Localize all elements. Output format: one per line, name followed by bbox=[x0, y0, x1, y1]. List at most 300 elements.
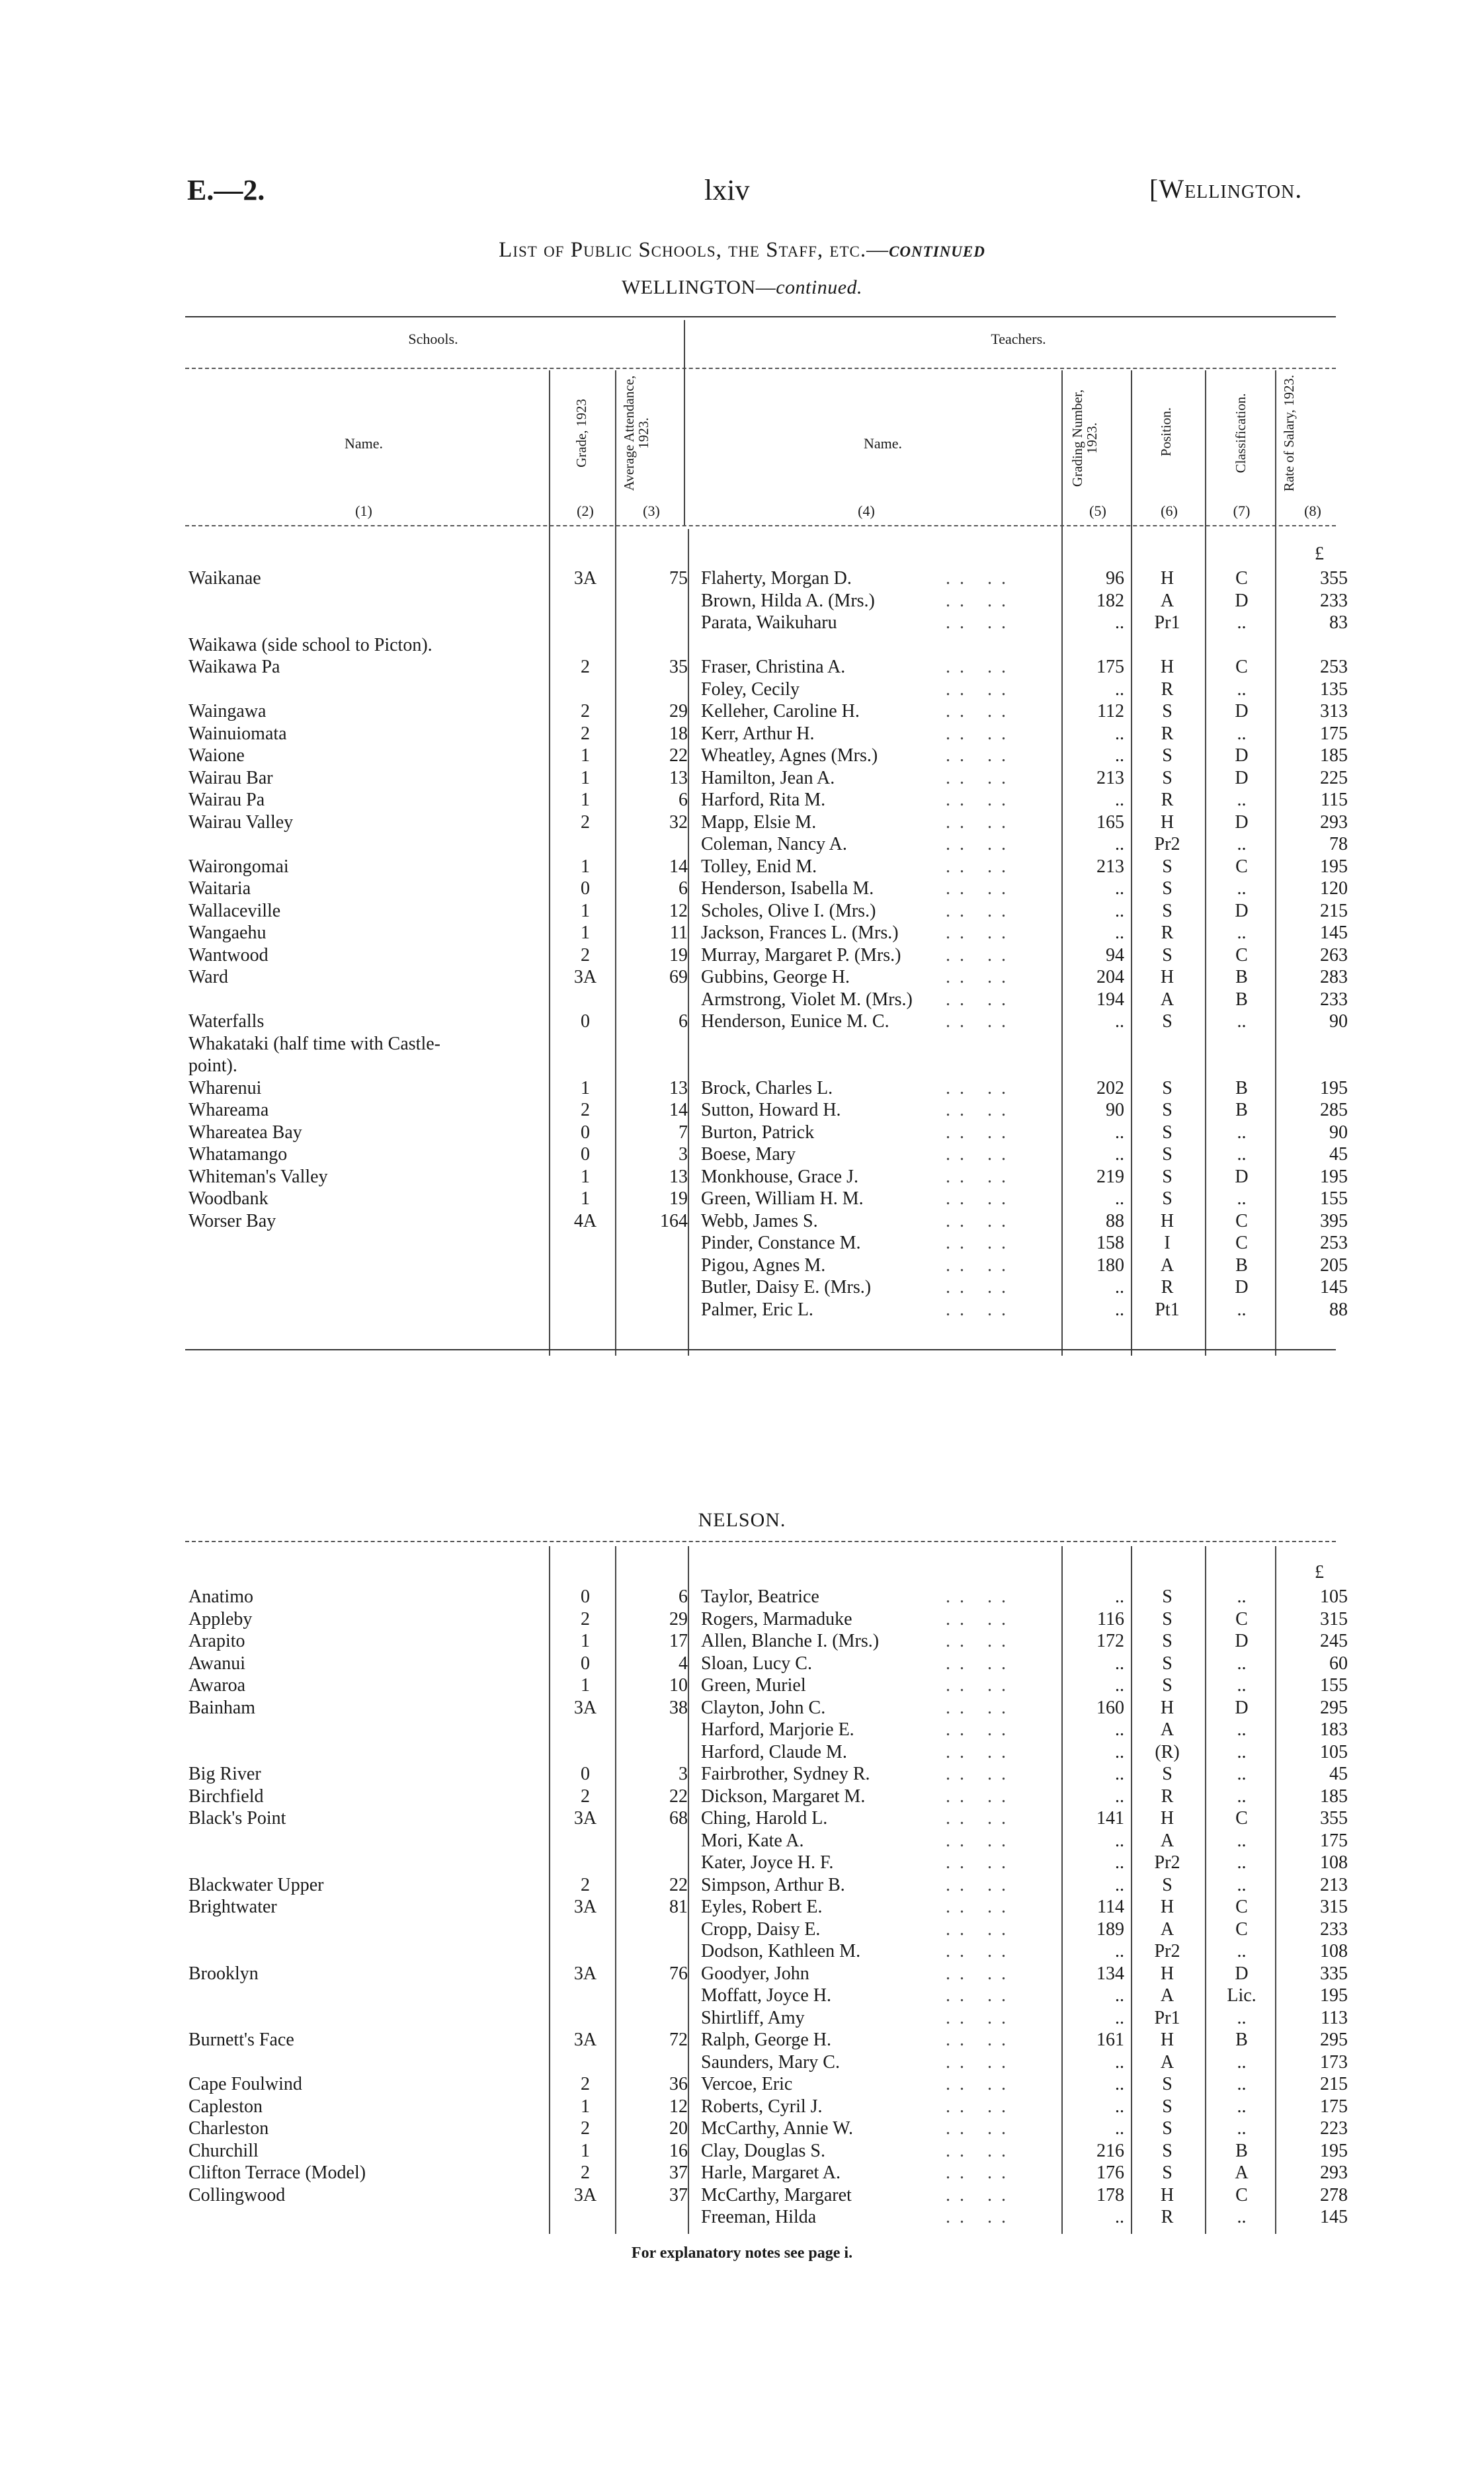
salary: 253 bbox=[1320, 657, 1348, 677]
leader-dots: .. .. bbox=[946, 1011, 1015, 1032]
position: H bbox=[1160, 2184, 1175, 2205]
col-grade: Grade, 1923 bbox=[573, 399, 589, 468]
grade: 1 bbox=[581, 790, 590, 810]
salary: 215 bbox=[1320, 2074, 1348, 2094]
leader-dots: .. .. bbox=[946, 1830, 1015, 1851]
school-name: Awaroa bbox=[188, 1675, 246, 1696]
teacher-name: Pigou, Agnes M. bbox=[701, 1255, 826, 1276]
grading-number: 88 bbox=[1106, 1210, 1124, 1231]
grading-number: 202 bbox=[1096, 1077, 1124, 1098]
school-name: Whareatea Bay bbox=[188, 1122, 302, 1143]
school-name: point). bbox=[188, 1055, 237, 1076]
salary: 215 bbox=[1320, 900, 1348, 921]
classification: C bbox=[1235, 944, 1248, 966]
grade: 1 bbox=[581, 1188, 590, 1209]
table-row bbox=[0, 656, 1484, 679]
table-row bbox=[0, 700, 1484, 723]
grade: 1 bbox=[581, 923, 590, 943]
attendance: 6 bbox=[679, 1011, 688, 1032]
grade: 1 bbox=[581, 856, 590, 877]
school-name: Arapito bbox=[188, 1631, 245, 1651]
leader-dots: .. .. bbox=[946, 1144, 1015, 1165]
position: S bbox=[1162, 2074, 1173, 2094]
table-row bbox=[0, 833, 1484, 856]
salary: 185 bbox=[1320, 1786, 1348, 1807]
teacher-name: Clay, Douglas S. bbox=[701, 2140, 825, 2161]
attendance: 36 bbox=[669, 2074, 688, 2094]
salary: 155 bbox=[1320, 1675, 1348, 1696]
grading-number: .. bbox=[1115, 1941, 1124, 1961]
school-name: Capleston bbox=[188, 2096, 263, 2117]
table-row bbox=[0, 1940, 1484, 1963]
attendance: 13 bbox=[669, 1166, 688, 1187]
currency-symbol-nelson: £ bbox=[1315, 1562, 1324, 1583]
teacher-name: Eyles, Robert E. bbox=[701, 1897, 823, 1917]
leader-dots: .. .. bbox=[946, 679, 1015, 700]
grade: 2 bbox=[581, 2074, 590, 2094]
teacher-name: McCarthy, Margaret bbox=[701, 2184, 852, 2205]
table-row bbox=[0, 966, 1484, 989]
leader-dots: .. .. bbox=[946, 1255, 1015, 1276]
classification: C bbox=[1235, 568, 1248, 589]
salary: 293 bbox=[1320, 2162, 1348, 2183]
teacher-name: Green, Muriel bbox=[701, 1675, 806, 1696]
group-header-teachers: Teachers. bbox=[991, 331, 1046, 347]
salary: 315 bbox=[1320, 1608, 1348, 1629]
leader-dots: .. .. bbox=[946, 1897, 1015, 1917]
leader-dots: .. .. bbox=[946, 767, 1015, 788]
attendance: 6 bbox=[679, 1586, 688, 1607]
table-row bbox=[0, 2118, 1484, 2140]
table-row bbox=[0, 1653, 1484, 1675]
table-row bbox=[0, 1033, 1484, 1055]
attendance: 37 bbox=[669, 2184, 688, 2205]
salary: 195 bbox=[1320, 1166, 1348, 1187]
classification: D bbox=[1235, 1963, 1249, 1984]
page-subtitle bbox=[0, 276, 1484, 299]
position: S bbox=[1162, 900, 1173, 921]
grade: 2 bbox=[581, 2118, 590, 2139]
table-row bbox=[0, 2096, 1484, 2118]
grade: 3A bbox=[573, 568, 597, 589]
grading-number: .. bbox=[1115, 1299, 1124, 1320]
grade: 0 bbox=[581, 1122, 590, 1143]
grading-number: .. bbox=[1115, 1830, 1124, 1851]
table-row bbox=[0, 922, 1484, 944]
attendance: 6 bbox=[679, 790, 688, 810]
leader-dots: .. .. bbox=[946, 1786, 1015, 1807]
grading-number: 178 bbox=[1096, 2184, 1124, 2205]
leader-dots: .. .. bbox=[946, 2118, 1015, 2139]
grading-number: .. bbox=[1115, 2051, 1124, 2073]
grading-number: .. bbox=[1115, 2096, 1124, 2117]
school-name: Waterfalls bbox=[188, 1011, 265, 1032]
classification: .. bbox=[1237, 679, 1247, 700]
teacher-name: Coleman, Nancy A. bbox=[701, 834, 847, 854]
table-row bbox=[0, 1122, 1484, 1144]
col-num-2: (2) bbox=[577, 503, 594, 519]
teacher-name: Freeman, Hilda bbox=[701, 2207, 817, 2227]
classification: .. bbox=[1237, 1011, 1247, 1032]
school-name: Charleston bbox=[188, 2118, 269, 2139]
attendance: 19 bbox=[669, 1188, 688, 1209]
salary: 145 bbox=[1320, 2207, 1348, 2227]
grading-number: .. bbox=[1115, 745, 1124, 766]
school-name: Whatamango bbox=[188, 1144, 288, 1165]
salary: 205 bbox=[1320, 1255, 1348, 1276]
leader-dots: .. .. bbox=[946, 1233, 1015, 1253]
position: S bbox=[1162, 2140, 1173, 2161]
table-row bbox=[0, 767, 1484, 790]
teacher-name: Goodyer, John bbox=[701, 1963, 809, 1984]
position: S bbox=[1162, 856, 1173, 877]
school-name: Clifton Terrace (Model) bbox=[188, 2162, 366, 2183]
grading-number: 116 bbox=[1097, 1608, 1124, 1629]
teacher-name: Taylor, Beatrice bbox=[701, 1586, 819, 1607]
classification: .. bbox=[1237, 790, 1247, 810]
grading-number: .. bbox=[1115, 1764, 1124, 1784]
table-row bbox=[0, 1763, 1484, 1786]
teacher-name: Brock, Charles L. bbox=[701, 1077, 833, 1098]
grading-number: .. bbox=[1115, 900, 1124, 921]
classification: .. bbox=[1237, 723, 1247, 744]
table-row bbox=[0, 1586, 1484, 1608]
attendance: 29 bbox=[669, 701, 688, 721]
salary: 295 bbox=[1320, 2030, 1348, 2050]
teacher-name: Flaherty, Morgan D. bbox=[701, 568, 852, 589]
table-row bbox=[0, 1255, 1484, 1277]
salary: 195 bbox=[1320, 1077, 1348, 1098]
classification: .. bbox=[1237, 1852, 1247, 1873]
classification: C bbox=[1235, 657, 1248, 677]
leader-dots: .. .. bbox=[946, 1608, 1015, 1629]
section-title-nelson: NELSON. bbox=[698, 1509, 786, 1531]
table-row bbox=[0, 944, 1484, 967]
leader-dots: .. .. bbox=[946, 1852, 1015, 1873]
grading-number: 94 bbox=[1106, 944, 1124, 966]
leader-dots: .. .. bbox=[946, 1277, 1015, 1297]
page-code: E.—2. bbox=[187, 174, 265, 206]
school-name: Waikanae bbox=[188, 568, 261, 589]
classification: D bbox=[1235, 701, 1249, 721]
grading-number: .. bbox=[1115, 1786, 1124, 1807]
classification: .. bbox=[1237, 878, 1247, 899]
teacher-name: Dickson, Margaret M. bbox=[701, 1786, 866, 1807]
table-row bbox=[0, 1299, 1484, 1321]
grading-number: 175 bbox=[1096, 657, 1124, 677]
currency-symbol: £ bbox=[1315, 544, 1324, 564]
classification: D bbox=[1235, 811, 1249, 833]
classification: .. bbox=[1237, 2051, 1247, 2073]
teacher-name: Shirtliff, Amy bbox=[701, 2007, 805, 2028]
table-row bbox=[0, 567, 1484, 590]
school-name: Anatimo bbox=[188, 1586, 253, 1607]
teacher-name: Pinder, Constance M. bbox=[701, 1233, 861, 1253]
position: S bbox=[1162, 1166, 1173, 1187]
grading-number: .. bbox=[1115, 1719, 1124, 1740]
leader-dots: .. .. bbox=[946, 923, 1015, 943]
table-row bbox=[0, 989, 1484, 1011]
attendance: 12 bbox=[669, 2096, 688, 2117]
position: R bbox=[1161, 1277, 1174, 1297]
salary: 108 bbox=[1320, 1941, 1348, 1961]
classification: .. bbox=[1237, 612, 1247, 633]
position: S bbox=[1162, 1675, 1173, 1696]
teacher-name: Rogers, Marmaduke bbox=[701, 1608, 852, 1629]
classification: .. bbox=[1237, 1144, 1247, 1165]
table-row bbox=[0, 811, 1484, 834]
classification: .. bbox=[1237, 1675, 1247, 1696]
classification: B bbox=[1235, 989, 1248, 1010]
teacher-name: Harle, Margaret A. bbox=[701, 2162, 841, 2183]
grade: 1 bbox=[581, 1077, 590, 1098]
classification: D bbox=[1235, 900, 1249, 921]
teacher-name: Boese, Mary bbox=[701, 1144, 796, 1165]
table-row bbox=[0, 1188, 1484, 1210]
teacher-name: Henderson, Eunice M. C. bbox=[701, 1011, 889, 1032]
position: S bbox=[1162, 878, 1173, 899]
position: A bbox=[1160, 2051, 1175, 2073]
leader-dots: .. .. bbox=[946, 2051, 1015, 2073]
school-name: Waingawa bbox=[188, 701, 267, 721]
salary: 278 bbox=[1320, 2184, 1348, 2205]
position: S bbox=[1162, 1122, 1173, 1143]
leader-dots: .. .. bbox=[946, 2074, 1015, 2094]
group-header-schools: Schools. bbox=[408, 331, 458, 347]
leader-dots: .. .. bbox=[946, 2007, 1015, 2028]
nelson-top-rule bbox=[185, 1541, 1336, 1542]
leader-dots: .. .. bbox=[946, 657, 1015, 677]
grading-number: .. bbox=[1115, 790, 1124, 810]
position: A bbox=[1160, 590, 1175, 611]
salary: 223 bbox=[1320, 2118, 1348, 2139]
school-name: Awanui bbox=[188, 1653, 246, 1674]
classification: C bbox=[1235, 1608, 1248, 1629]
salary: 45 bbox=[1329, 1144, 1348, 1165]
position: A bbox=[1160, 989, 1175, 1010]
position: S bbox=[1162, 2118, 1173, 2139]
col-num-6: (6) bbox=[1161, 503, 1178, 519]
table-row bbox=[0, 2184, 1484, 2207]
table-row bbox=[0, 1807, 1484, 1830]
attendance: 18 bbox=[669, 723, 688, 744]
attendance: 22 bbox=[669, 1874, 688, 1895]
teacher-name: Kater, Joyce H. F. bbox=[701, 1852, 834, 1873]
teacher-name: Armstrong, Violet M. (Mrs.) bbox=[701, 989, 913, 1010]
table-row bbox=[0, 2206, 1484, 2229]
school-name: Churchill bbox=[188, 2140, 259, 2161]
grading-number: 194 bbox=[1096, 989, 1124, 1010]
subtitle-main: WELLINGTON— bbox=[621, 276, 776, 298]
grading-number: .. bbox=[1115, 923, 1124, 943]
grading-number: .. bbox=[1115, 1741, 1124, 1762]
salary: 195 bbox=[1320, 2140, 1348, 2161]
title-main-italic: continued bbox=[889, 238, 985, 262]
table-row bbox=[0, 1786, 1484, 1808]
leader-dots: .. .. bbox=[946, 2030, 1015, 2050]
position: R bbox=[1161, 679, 1174, 700]
salary: 78 bbox=[1329, 834, 1348, 854]
classification: .. bbox=[1237, 1653, 1247, 1674]
position: Pr2 bbox=[1154, 834, 1180, 854]
col-num-8: (8) bbox=[1304, 503, 1321, 519]
classification: C bbox=[1235, 1233, 1248, 1253]
grading-number: 114 bbox=[1097, 1897, 1124, 1917]
teacher-name: Foley, Cecily bbox=[701, 679, 800, 700]
grade: 3A bbox=[573, 2030, 597, 2050]
grading-number: 172 bbox=[1096, 1631, 1124, 1651]
position: A bbox=[1160, 1255, 1175, 1276]
table-row bbox=[0, 1077, 1484, 1100]
table-row bbox=[0, 1232, 1484, 1255]
teacher-name: Mori, Kate A. bbox=[701, 1830, 804, 1851]
table-row bbox=[0, 612, 1484, 634]
col-num-5: (5) bbox=[1089, 503, 1106, 519]
salary: 175 bbox=[1320, 1830, 1348, 1851]
grading-number: 219 bbox=[1096, 1166, 1124, 1187]
attendance: 19 bbox=[669, 944, 688, 966]
classification: .. bbox=[1237, 1586, 1247, 1607]
attendance: 76 bbox=[669, 1963, 688, 1984]
salary: 145 bbox=[1320, 923, 1348, 943]
grading-number: .. bbox=[1115, 679, 1124, 700]
salary: 233 bbox=[1320, 590, 1348, 611]
leader-dots: .. .. bbox=[946, 1188, 1015, 1209]
school-name: Wainuiomata bbox=[188, 723, 287, 744]
teacher-name: Roberts, Cyril J. bbox=[701, 2096, 823, 2117]
salary: 295 bbox=[1320, 1697, 1348, 1718]
attendance: 32 bbox=[669, 811, 688, 833]
position: R bbox=[1161, 723, 1174, 744]
group-separator bbox=[684, 320, 685, 525]
leader-dots: .. .. bbox=[946, 1653, 1015, 1674]
teacher-name: Murray, Margaret P. (Mrs.) bbox=[701, 944, 901, 966]
leader-dots: .. .. bbox=[946, 1741, 1015, 1762]
classification: D bbox=[1235, 1166, 1249, 1187]
classification: .. bbox=[1237, 2118, 1247, 2139]
attendance: 10 bbox=[669, 1675, 688, 1696]
salary: 185 bbox=[1320, 745, 1348, 766]
table-row bbox=[0, 1010, 1484, 1033]
grade: 2 bbox=[581, 1874, 590, 1895]
leader-dots: .. .. bbox=[946, 989, 1015, 1010]
salary: 195 bbox=[1320, 856, 1348, 877]
attendance: 37 bbox=[669, 2162, 688, 2183]
classification: .. bbox=[1237, 1299, 1247, 1320]
grading-number: .. bbox=[1115, 1188, 1124, 1209]
salary: 395 bbox=[1320, 1210, 1348, 1231]
table-row bbox=[0, 1099, 1484, 1122]
position: S bbox=[1162, 1874, 1173, 1895]
grading-number: .. bbox=[1115, 1122, 1124, 1143]
teacher-name: Harford, Rita M. bbox=[701, 790, 826, 810]
salary: 173 bbox=[1320, 2051, 1348, 2073]
attendance: 38 bbox=[669, 1697, 688, 1718]
teacher-name: Tolley, Enid M. bbox=[701, 856, 817, 877]
teacher-name: Allen, Blanche I. (Mrs.) bbox=[701, 1631, 880, 1651]
position: S bbox=[1162, 1188, 1173, 1209]
position: S bbox=[1162, 1144, 1173, 1165]
grade: 1 bbox=[581, 2140, 590, 2161]
teacher-name: Fairbrother, Sydney R. bbox=[701, 1764, 870, 1784]
classification: A bbox=[1235, 2162, 1249, 2183]
grading-number: 112 bbox=[1097, 701, 1124, 721]
salary: 90 bbox=[1329, 1011, 1348, 1032]
position: S bbox=[1162, 1653, 1173, 1674]
attendance: 69 bbox=[669, 967, 688, 987]
position: R bbox=[1161, 790, 1174, 810]
table-row bbox=[0, 1276, 1484, 1299]
classification: D bbox=[1235, 767, 1249, 788]
leader-dots: .. .. bbox=[946, 1918, 1015, 1940]
position: S bbox=[1162, 1100, 1173, 1120]
region-label: [Wellington. bbox=[1149, 174, 1303, 204]
classification: B bbox=[1235, 2140, 1248, 2161]
leader-dots: .. .. bbox=[946, 1100, 1015, 1120]
teacher-name: Sloan, Lucy C. bbox=[701, 1653, 812, 1674]
table-row bbox=[0, 1210, 1484, 1233]
position: R bbox=[1161, 1786, 1174, 1807]
grading-number: .. bbox=[1115, 1852, 1124, 1873]
leader-dots: .. .. bbox=[946, 701, 1015, 721]
salary: 285 bbox=[1320, 1100, 1348, 1120]
col-grading: Grading Number, 1923. bbox=[1069, 389, 1100, 487]
teacher-name: Mapp, Elsie M. bbox=[701, 811, 817, 833]
table-row bbox=[0, 2051, 1484, 2074]
attendance: 14 bbox=[669, 856, 688, 877]
salary: 145 bbox=[1320, 1277, 1348, 1297]
grading-number: 90 bbox=[1106, 1100, 1124, 1120]
grade: 3A bbox=[573, 2184, 597, 2205]
position: (R) bbox=[1155, 1741, 1180, 1762]
teacher-name: Fraser, Christina A. bbox=[701, 657, 846, 677]
grade: 3A bbox=[573, 1963, 597, 1984]
position: S bbox=[1162, 2162, 1173, 2183]
leader-dots: .. .. bbox=[946, 1963, 1015, 1984]
grading-number: 141 bbox=[1096, 1808, 1124, 1829]
salary: 155 bbox=[1320, 1188, 1348, 1209]
classification: B bbox=[1235, 1077, 1248, 1098]
attendance: 17 bbox=[669, 1631, 688, 1651]
table-row bbox=[0, 1918, 1484, 1941]
leader-dots: .. .. bbox=[946, 2207, 1015, 2227]
school-name: Appleby bbox=[188, 1608, 253, 1629]
grading-number: 165 bbox=[1096, 811, 1124, 833]
grade: 1 bbox=[581, 2096, 590, 2117]
table-top-rule bbox=[185, 316, 1336, 317]
position: S bbox=[1162, 1011, 1173, 1032]
salary: 253 bbox=[1320, 1233, 1348, 1253]
position: H bbox=[1160, 1897, 1175, 1917]
table-row bbox=[0, 878, 1484, 900]
salary: 45 bbox=[1329, 1764, 1348, 1784]
attendance: 22 bbox=[669, 1786, 688, 1807]
attendance: 22 bbox=[669, 745, 688, 766]
classification: C bbox=[1235, 856, 1248, 877]
grade: 0 bbox=[581, 1764, 590, 1784]
grading-number: .. bbox=[1115, 2207, 1124, 2227]
classification: D bbox=[1235, 1277, 1249, 1297]
teacher-name: Hamilton, Jean A. bbox=[701, 767, 835, 788]
salary: 335 bbox=[1320, 1963, 1348, 1984]
position: S bbox=[1162, 1631, 1173, 1651]
grade: 1 bbox=[581, 1631, 590, 1651]
leader-dots: .. .. bbox=[946, 2162, 1015, 2183]
school-name: Brightwater bbox=[188, 1897, 277, 1917]
table-row bbox=[0, 856, 1484, 878]
school-name: Waikawa Pa bbox=[188, 657, 280, 677]
position: R bbox=[1161, 2207, 1174, 2227]
